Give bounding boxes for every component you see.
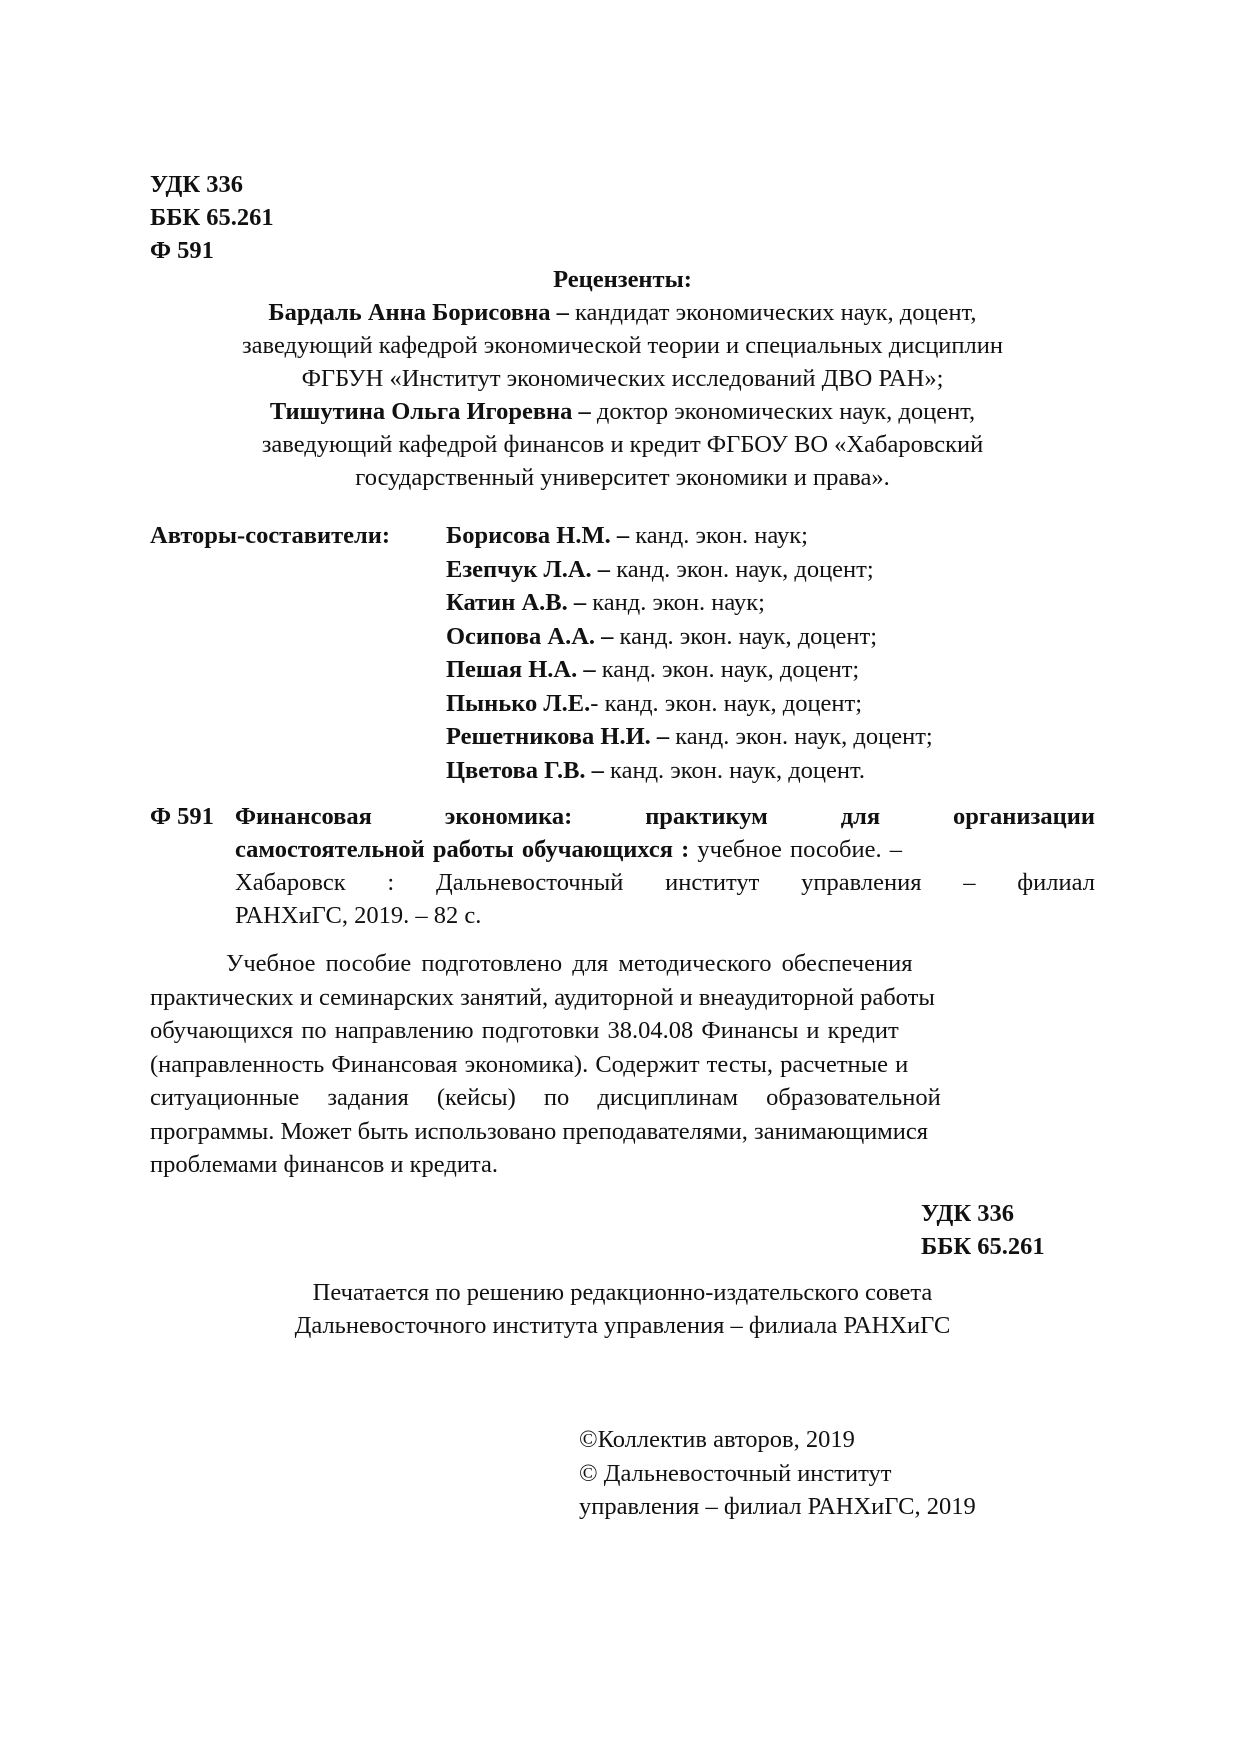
annotation-line: (направленность Финансовая экономика). Содержит тесты, расчетные и: [150, 1050, 909, 1078]
biblio-title-line-2: [235, 833, 1095, 866]
print-note-line-1: Печатается по решению редакционно-издательского совета: [312, 1279, 933, 1306]
author-name: Пешая Н.А. –: [446, 656, 596, 683]
biblio-publisher-line: [235, 866, 1095, 899]
author-name: Езепчук Л.А. –: [446, 555, 611, 583]
title-word: экономика:: [444, 803, 573, 830]
author-name: Цветова Г.В. –: [446, 756, 604, 784]
bbk-code: ББК 65.261: [150, 204, 274, 231]
author-degree: канд. экон. наук, доцент;: [613, 622, 878, 650]
udk-code: УДК 336: [150, 171, 243, 198]
copyright-line-2: © Дальневосточный институт: [579, 1459, 892, 1487]
copyright-line-3: управления – филиал РАНХиГС, 2019: [579, 1493, 976, 1520]
annotation-line: Учебное пособие подготовлено для методического обеспечения: [226, 950, 913, 977]
author-name: Решетникова Н.И. –: [446, 723, 670, 750]
author-name: Катин А.В. –: [446, 589, 587, 616]
publisher-word: филиал: [1017, 869, 1095, 896]
annotation-line: проблемами финансов и кредита.: [150, 1151, 498, 1178]
biblio-title-line-1: [235, 800, 1095, 833]
author-name: Осипова А.А. –: [446, 622, 614, 650]
author-mark: Ф 591: [150, 237, 214, 264]
classification-bottom: [921, 1197, 1045, 1263]
author-row: [150, 553, 1110, 587]
reviewer-2-degree: доктор экономических наук, доцент,: [590, 398, 976, 425]
print-note: [150, 1276, 1095, 1342]
annotation-paragraph: [150, 947, 1095, 1182]
annotation-line: практических и семинарских занятий, аудиторной и внеаудиторной работы: [150, 983, 935, 1011]
author-degree: канд. экон. наук;: [586, 589, 765, 616]
reviewer-2-name: Тишутина Ольга Игоревна –: [269, 398, 591, 425]
author-row: [150, 720, 1110, 754]
reviewers-heading: Рецензенты:: [553, 266, 692, 293]
author-name: Борисова Н.М. –: [446, 522, 630, 549]
classification-top: [150, 168, 274, 267]
biblio-type: учебное пособие. –: [689, 836, 903, 863]
author-degree: канд. экон. наук, доцент;: [595, 656, 860, 683]
reviewer-1-degree: кандидат экономических наук, доцент,: [568, 299, 977, 326]
publisher-word: Хабаровск: [235, 869, 346, 896]
udk-code: УДК 336: [921, 1200, 1014, 1227]
title-word: Финансовая: [235, 803, 372, 830]
reviewer-2-line-2: заведующий кафедрой финансов и кредит ФГБОУ ВО «Хабаровский: [261, 431, 984, 458]
title-word: организации: [953, 803, 1095, 830]
author-degree: канд. экон. наук;: [629, 522, 808, 549]
author-row: [150, 620, 1110, 654]
biblio-code: Ф 591: [150, 803, 214, 830]
print-note-line-2: Дальневосточного института управления – филиала РАНХиГС: [294, 1312, 951, 1339]
publisher-word: –: [963, 869, 976, 896]
annotation-line: ситуационные задания (кейсы) по дисциплинам образовательной: [150, 1084, 941, 1111]
copyright-line-1: ©Коллектив авторов, 2019: [579, 1426, 855, 1453]
bbk-code: ББК 65.261: [921, 1233, 1045, 1260]
biblio-imprint-line: РАНХиГС, 2019. – 82 с.: [235, 902, 482, 929]
reviewer-2-line-3: государственный университет экономики и права».: [355, 464, 890, 491]
reviewer-1-line-1: [150, 296, 1095, 329]
title-word: практикум: [645, 803, 768, 830]
publisher-word: Дальневосточный: [435, 869, 624, 896]
copyright-block: [579, 1423, 976, 1524]
reviewer-1-line-3: ФГБУН «Институт экономических исследований ДВО РАН»;: [301, 365, 944, 392]
authors-section: [150, 519, 1110, 787]
publisher-word: управления: [801, 869, 922, 896]
author-row: [150, 586, 1110, 620]
annotation-line: обучающихся по направлению подготовки 38.04.08 Финансы и кредит: [150, 1017, 899, 1044]
author-row: [150, 687, 1110, 721]
author-name: Пынько Л.Е.: [446, 689, 591, 717]
authors-label: Авторы-составители:: [150, 522, 391, 549]
author-degree: - канд. экон. наук, доцент;: [590, 689, 863, 717]
annotation-line: программы. Может быть использовано преподавателями, занимающимися: [150, 1117, 929, 1145]
reviewer-1-name: Бардаль Анна Борисовна –: [268, 299, 569, 326]
publisher-word: институт: [665, 869, 760, 896]
author-degree: канд. экон. наук, доцент;: [610, 555, 874, 583]
publisher-word: :: [387, 869, 395, 896]
author-row: [150, 519, 1110, 553]
author-row: [150, 653, 1110, 687]
reviewer-1-line-2: заведующий кафедрой экономической теории и специальных дисциплин: [242, 332, 1003, 359]
reviewers-section: [150, 263, 1095, 494]
title-word: для: [840, 803, 881, 830]
reviewer-2-line-1: [150, 395, 1095, 428]
author-degree: канд. экон. наук, доцент;: [669, 723, 933, 750]
author-row: [150, 754, 1110, 788]
author-degree: канд. экон. наук, доцент.: [603, 756, 866, 784]
biblio-title-end: самостоятельной работы обучающихся :: [235, 836, 690, 863]
